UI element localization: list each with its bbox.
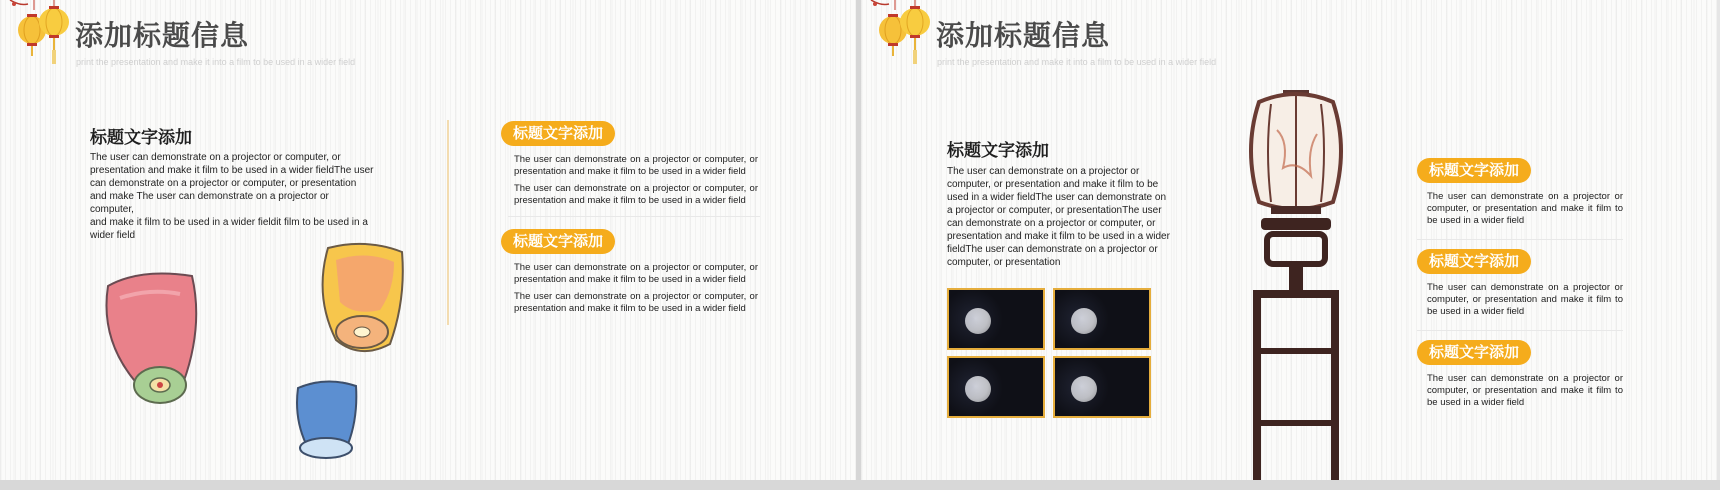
sky-lantern-icon [310,240,410,370]
card-paragraph: The user can demonstrate on a projector or computer, or presentation and make it film to be used in a wider field [514,154,758,177]
card-paragraph: The user can demonstrate on a projector or computer, or presentation and make it film to be used in a wider field [1427,191,1623,226]
moon-photo [1053,356,1151,418]
card-paragraph: The user can demonstrate on a projector or computer, or presentation and make it film to be used in a wider field [514,183,758,206]
card-label-pill: 标题文字添加 [501,121,615,146]
bottom-bar [0,480,1720,490]
separator [1417,239,1623,240]
card-label-pill: 标题文字添加 [1417,249,1531,274]
section-body: The user can demonstrate on a projector or computer, or presentation and make it film to be used in a wider fieldThe user can demonstrate on a projector or computer, or presentationThe user can demonstrate on a projector or computer, or presentation and make it film to be used in a wider fieldThe user can demonstrate on a projector or computer, or presentation [947,166,1170,268]
section-heading: 标题文字添加 [90,128,192,148]
separator [508,216,760,217]
slide-1[interactable] [0,0,856,480]
moon-photo [1053,288,1151,350]
moon-photo [947,288,1045,350]
sky-lantern-icon [292,378,362,463]
card-paragraph: The user can demonstrate on a projector or computer, or presentation and make it film to be used in a wider field [514,291,758,314]
page-subtitle: print the presentation and make it into a film to be used in a wider field [937,57,1217,67]
card-label-pill: 标题文字添加 [1417,340,1531,365]
card-label-pill: 标题文字添加 [501,229,615,254]
lantern-icon [6,0,72,70]
lantern-icon [867,0,933,70]
street-lamp-icon [1231,90,1361,480]
card-paragraph: The user can demonstrate on a projector or computer, or presentation and make it film to be used in a wider field [514,262,758,285]
section-body: The user can demonstrate on a projector or computer, or presentation and make it film to be used in a wider fieldThe user can demonstrate on a projector or computer, or presentation and make The user can demonstrate on a projector or computer, and make it film to be used in a wider fieldit film to be used in a wider field [90,152,374,241]
card-label-pill: 标题文字添加 [1417,158,1531,183]
vertical-divider [447,120,449,325]
page-title: 添加标题信息 [936,19,1111,52]
card-paragraph: The user can demonstrate on a projector or computer, or presentation and make it film to be used in a wider field [1427,373,1623,408]
moon-photo [947,356,1045,418]
page-subtitle: print the presentation and make it into a film to be used in a wider field [76,57,356,67]
separator [1417,330,1623,331]
sky-lantern-icon [100,268,220,408]
section-heading: 标题文字添加 [947,141,1049,161]
card-paragraph: The user can demonstrate on a projector or computer, or presentation and make it film to be used in a wider field [1427,282,1623,317]
slide-2[interactable] [861,0,1717,480]
page-title: 添加标题信息 [75,19,250,52]
